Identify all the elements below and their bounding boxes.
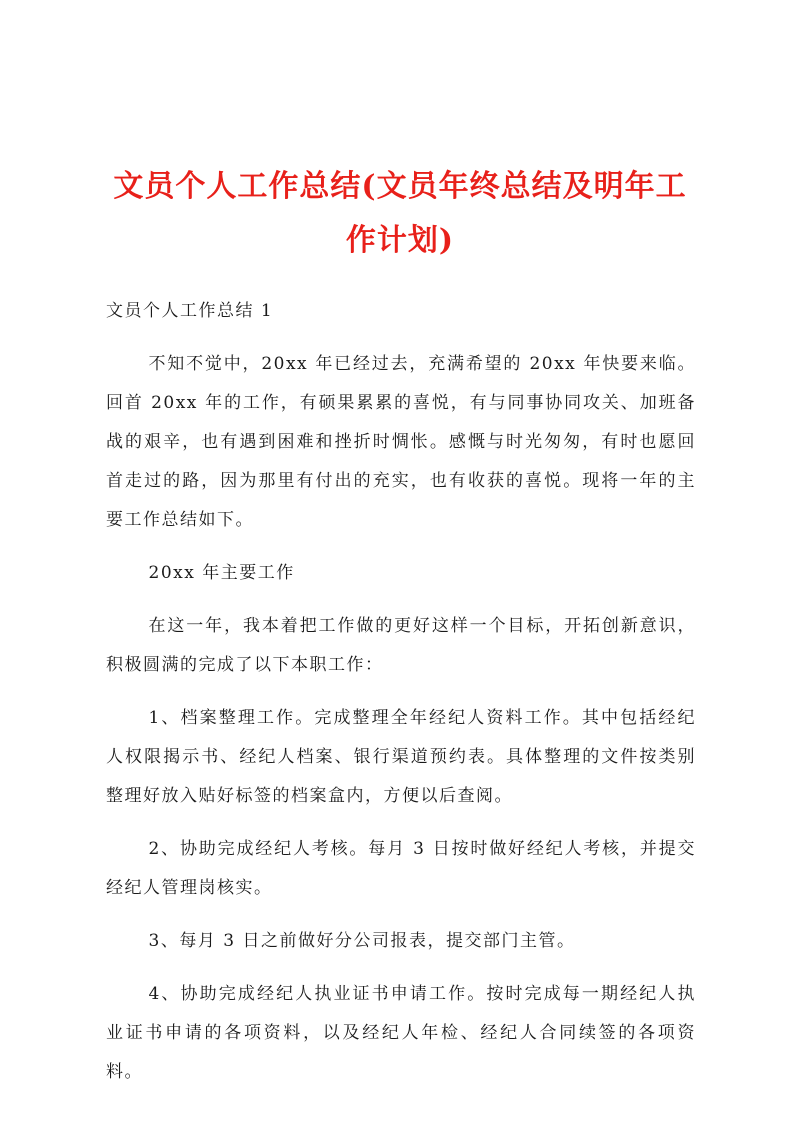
document-body bbox=[106, 292, 696, 1106]
work-item-report: 3、每月 3 日之前做好分公司报表，提交部门主管。 bbox=[148, 931, 576, 951]
intro-paragraph: 不知不觉中，20xx 年已经过去，充满希望的 20xx 年快要来临。回首 20xx 年的工作，有硕果累累的喜悦，有与同事协同攻关、加班备战的艰辛，也有遇到困难和挫折时惆怅。感慨与时光匆匆，有时也愿回首走过的路，因为那里有付出的充实，也有收获的喜悦。现将一年的主要工作总结如下。 bbox=[106, 354, 696, 530]
main-work-heading: 20xx 年主要工作 bbox=[148, 563, 295, 583]
section-heading: 文员个人工作总结 1 bbox=[106, 301, 274, 321]
work-item-certificate: 4、协助完成经纪人执业证书申请工作。按时完成每一期经纪人执业证书申请的各项资料，以及经纪人年检、经纪人合同续签的各项资料。 bbox=[106, 984, 696, 1082]
work-item-archive: 1、档案整理工作。完成整理全年经纪人资料工作。其中包括经纪人权限揭示书、经纪人档案、银行渠道预约表。具体整理的文件按类别整理好放入贴好标签的档案盒内，方便以后查阅。 bbox=[106, 708, 696, 806]
work-goal-paragraph: 在这一年，我本着把工作做的更好这样一个目标，开拓创新意识，积极圆满的完成了以下本职工作： bbox=[106, 616, 696, 675]
work-item-assessment: 2、协助完成经纪人考核。每月 3 日按时做好经纪人考核，并提交经纪人管理岗核实。 bbox=[106, 839, 696, 898]
document-title: 文员个人工作总结(文员年终总结及明年工作计划) bbox=[113, 169, 687, 258]
